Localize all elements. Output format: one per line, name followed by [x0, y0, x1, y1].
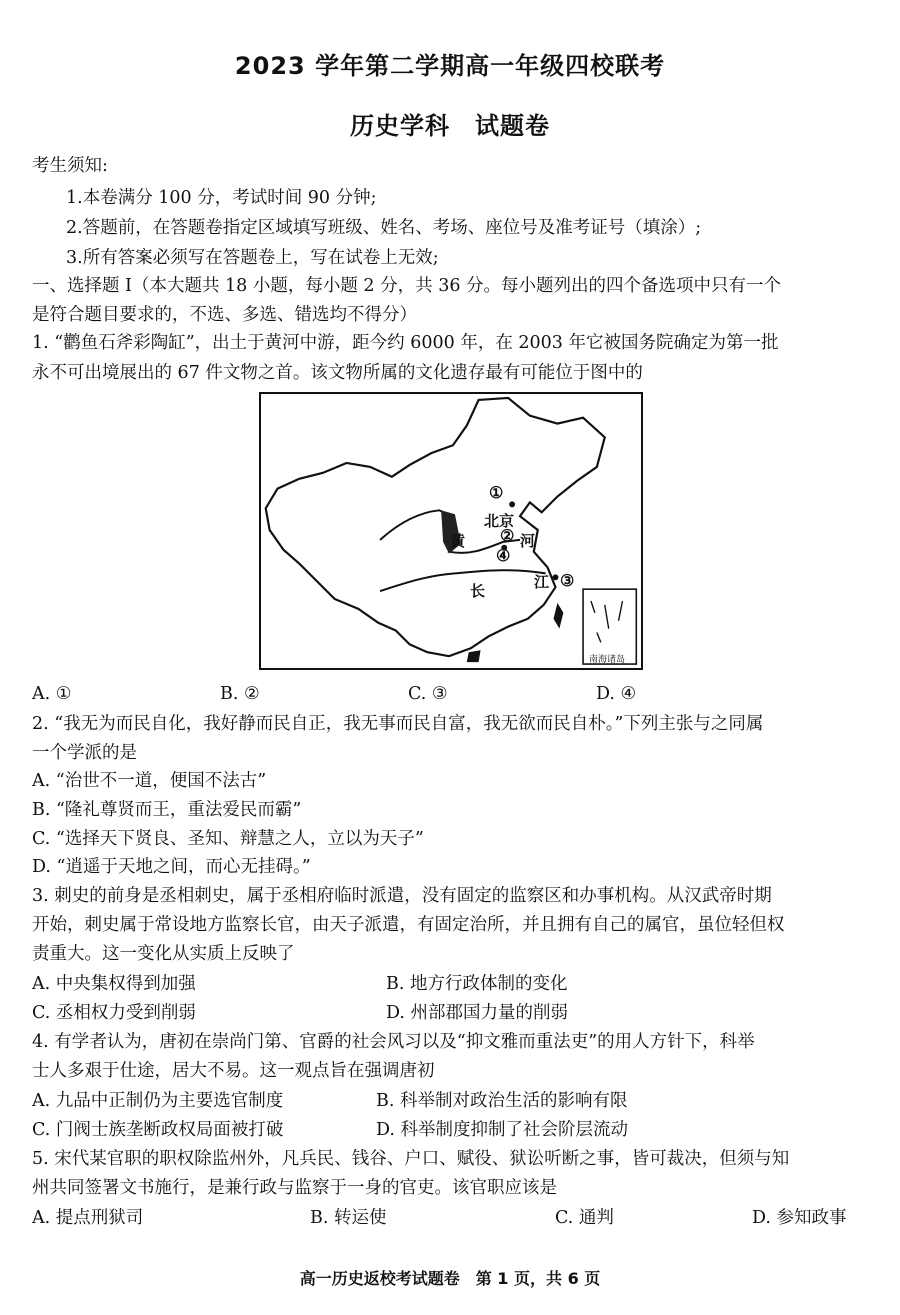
q1-option-b: B. ② — [220, 684, 260, 704]
q2-option-b: B. “隆礼尊贤而王，重法爱民而霸” — [32, 800, 302, 820]
question-1-text-cont: 永不可出境展出的 67 件文物之首。该文物所属的文化遗存最有可能位于图中的 — [32, 363, 643, 383]
q3-option-c: C. 丞相权力受到削弱 — [32, 1003, 196, 1023]
question-5-text: 5. 宋代某官职的职权除监州外，凡兵民、钱谷、户口、赋役、狱讼听断之事，皆可裁决，但须与知 — [32, 1149, 790, 1169]
q3-option-a: A. 中央集权得到加强 — [32, 974, 196, 994]
question-3-text-cont2: 责重大。这一变化从实质上反映了 — [32, 944, 295, 964]
map-label-jiang: 江 — [534, 573, 550, 591]
section-heading: 一、选择题 I（本大题共 18 小题，每小题 2 分，共 36 分。每小题列出的四个备选项中只有一个 — [32, 276, 782, 296]
q1-option-a: A. ① — [32, 684, 72, 704]
q3-option-d: D. 州部郡国力量的削弱 — [386, 1003, 569, 1023]
q4-option-b: B. 科举制对政治生活的影响有限 — [376, 1091, 628, 1111]
q4-option-c: C. 门阀士族垄断政权局面被打破 — [32, 1120, 284, 1140]
notice-item: 2.答题前，在答题卷指定区域填写班级、姓名、考场、座位号及准考证号（填涂）; — [66, 218, 702, 238]
map-label-beijing: 北京 — [484, 512, 515, 530]
question-5-text-cont: 州共同签署文书施行，是兼行政与监察于一身的官吏。该官职应该是 — [32, 1178, 557, 1198]
hainan-island — [467, 650, 481, 662]
notice-item: 3.所有答案必须写在答题卷上，写在试卷上无效; — [66, 248, 439, 268]
taiwan-island — [554, 603, 564, 629]
q4-option-a: A. 九品中正制仍为主要选官制度 — [32, 1091, 284, 1111]
q5-option-b: B. 转运使 — [310, 1208, 387, 1228]
q2-option-c: C. “选择天下贤良、圣知、辩慧之人，立以为天子” — [32, 829, 424, 849]
map-inset-label: 南海诸岛 — [589, 655, 626, 665]
yangtze-river — [380, 570, 546, 591]
map-marker-2: ② — [500, 526, 515, 545]
question-3-text: 3. 刺史的前身是丞相刺史，属于丞相府临时派遣，没有固定的监察区和办事机构。从汉武帝时期 — [32, 886, 772, 906]
q2-option-d: D. “逍遥于天地之间，而心无挂碍。” — [32, 857, 311, 877]
map-marker-1: ① — [489, 483, 504, 502]
exam-subtitle: 历史学科 试题卷 — [350, 112, 550, 140]
question-2-text: 2. “我无为而民自化，我好静而民自正，我无事而民自富，我无欲而民自朴。”下列主张与之同属 — [32, 714, 764, 734]
question-3-text-cont: 开始，刺史属于常设地方监察长官，由天子派遣，有固定治所，并且拥有自己的属官，虽位轻但权 — [32, 915, 785, 935]
question-1-text: 1. “鹳鱼石斧彩陶缸”，出土于黄河中游，距今约 6000 年，在 2003 年它被国务院确定为第一批 — [32, 333, 779, 353]
section-heading-cont: 是符合题目要求的，不选、多选、错选均不得分） — [32, 305, 417, 325]
q5-option-d: D. 参知政事 — [752, 1208, 847, 1228]
q2-option-a: A. “治世不一道，便国不法古” — [32, 771, 267, 791]
question-4-text-cont: 士人多艰于仕途，居大不易。这一观点旨在强调唐初 — [32, 1061, 435, 1081]
question-2-text-cont: 一个学派的是 — [32, 743, 137, 763]
q5-option-a: A. 提点刑狱司 — [32, 1208, 144, 1228]
q1-option-d: D. ④ — [596, 684, 637, 704]
map-marker-4: ④ — [496, 546, 511, 565]
notice-heading: 考生须知: — [32, 156, 108, 176]
map-label-huang: 黄 — [450, 532, 466, 550]
q5-option-c: C. 通判 — [555, 1208, 614, 1228]
q3-option-b: B. 地方行政体制的变化 — [386, 974, 568, 994]
map-label-chang: 长 — [470, 582, 486, 600]
question-4-text: 4. 有学者认为，唐初在崇尚门第、官爵的社会风习以及“抑文雅而重法吏”的用人方针下，科举 — [32, 1032, 755, 1052]
notice-item: 1.本卷满分 100 分，考试时间 90 分钟; — [66, 188, 377, 208]
q1-option-c: C. ③ — [408, 684, 448, 704]
map-label-he: 河 — [520, 532, 536, 550]
q4-option-d: D. 科举制度抑制了社会阶层流动 — [376, 1120, 629, 1140]
exam-title: 2023 学年第二学期高一年级四校联考 — [234, 52, 666, 80]
page-footer: 高一历史返校考试题卷 第 1 页，共 6 页 — [299, 1269, 601, 1288]
map-marker-3: ③ — [560, 571, 575, 590]
